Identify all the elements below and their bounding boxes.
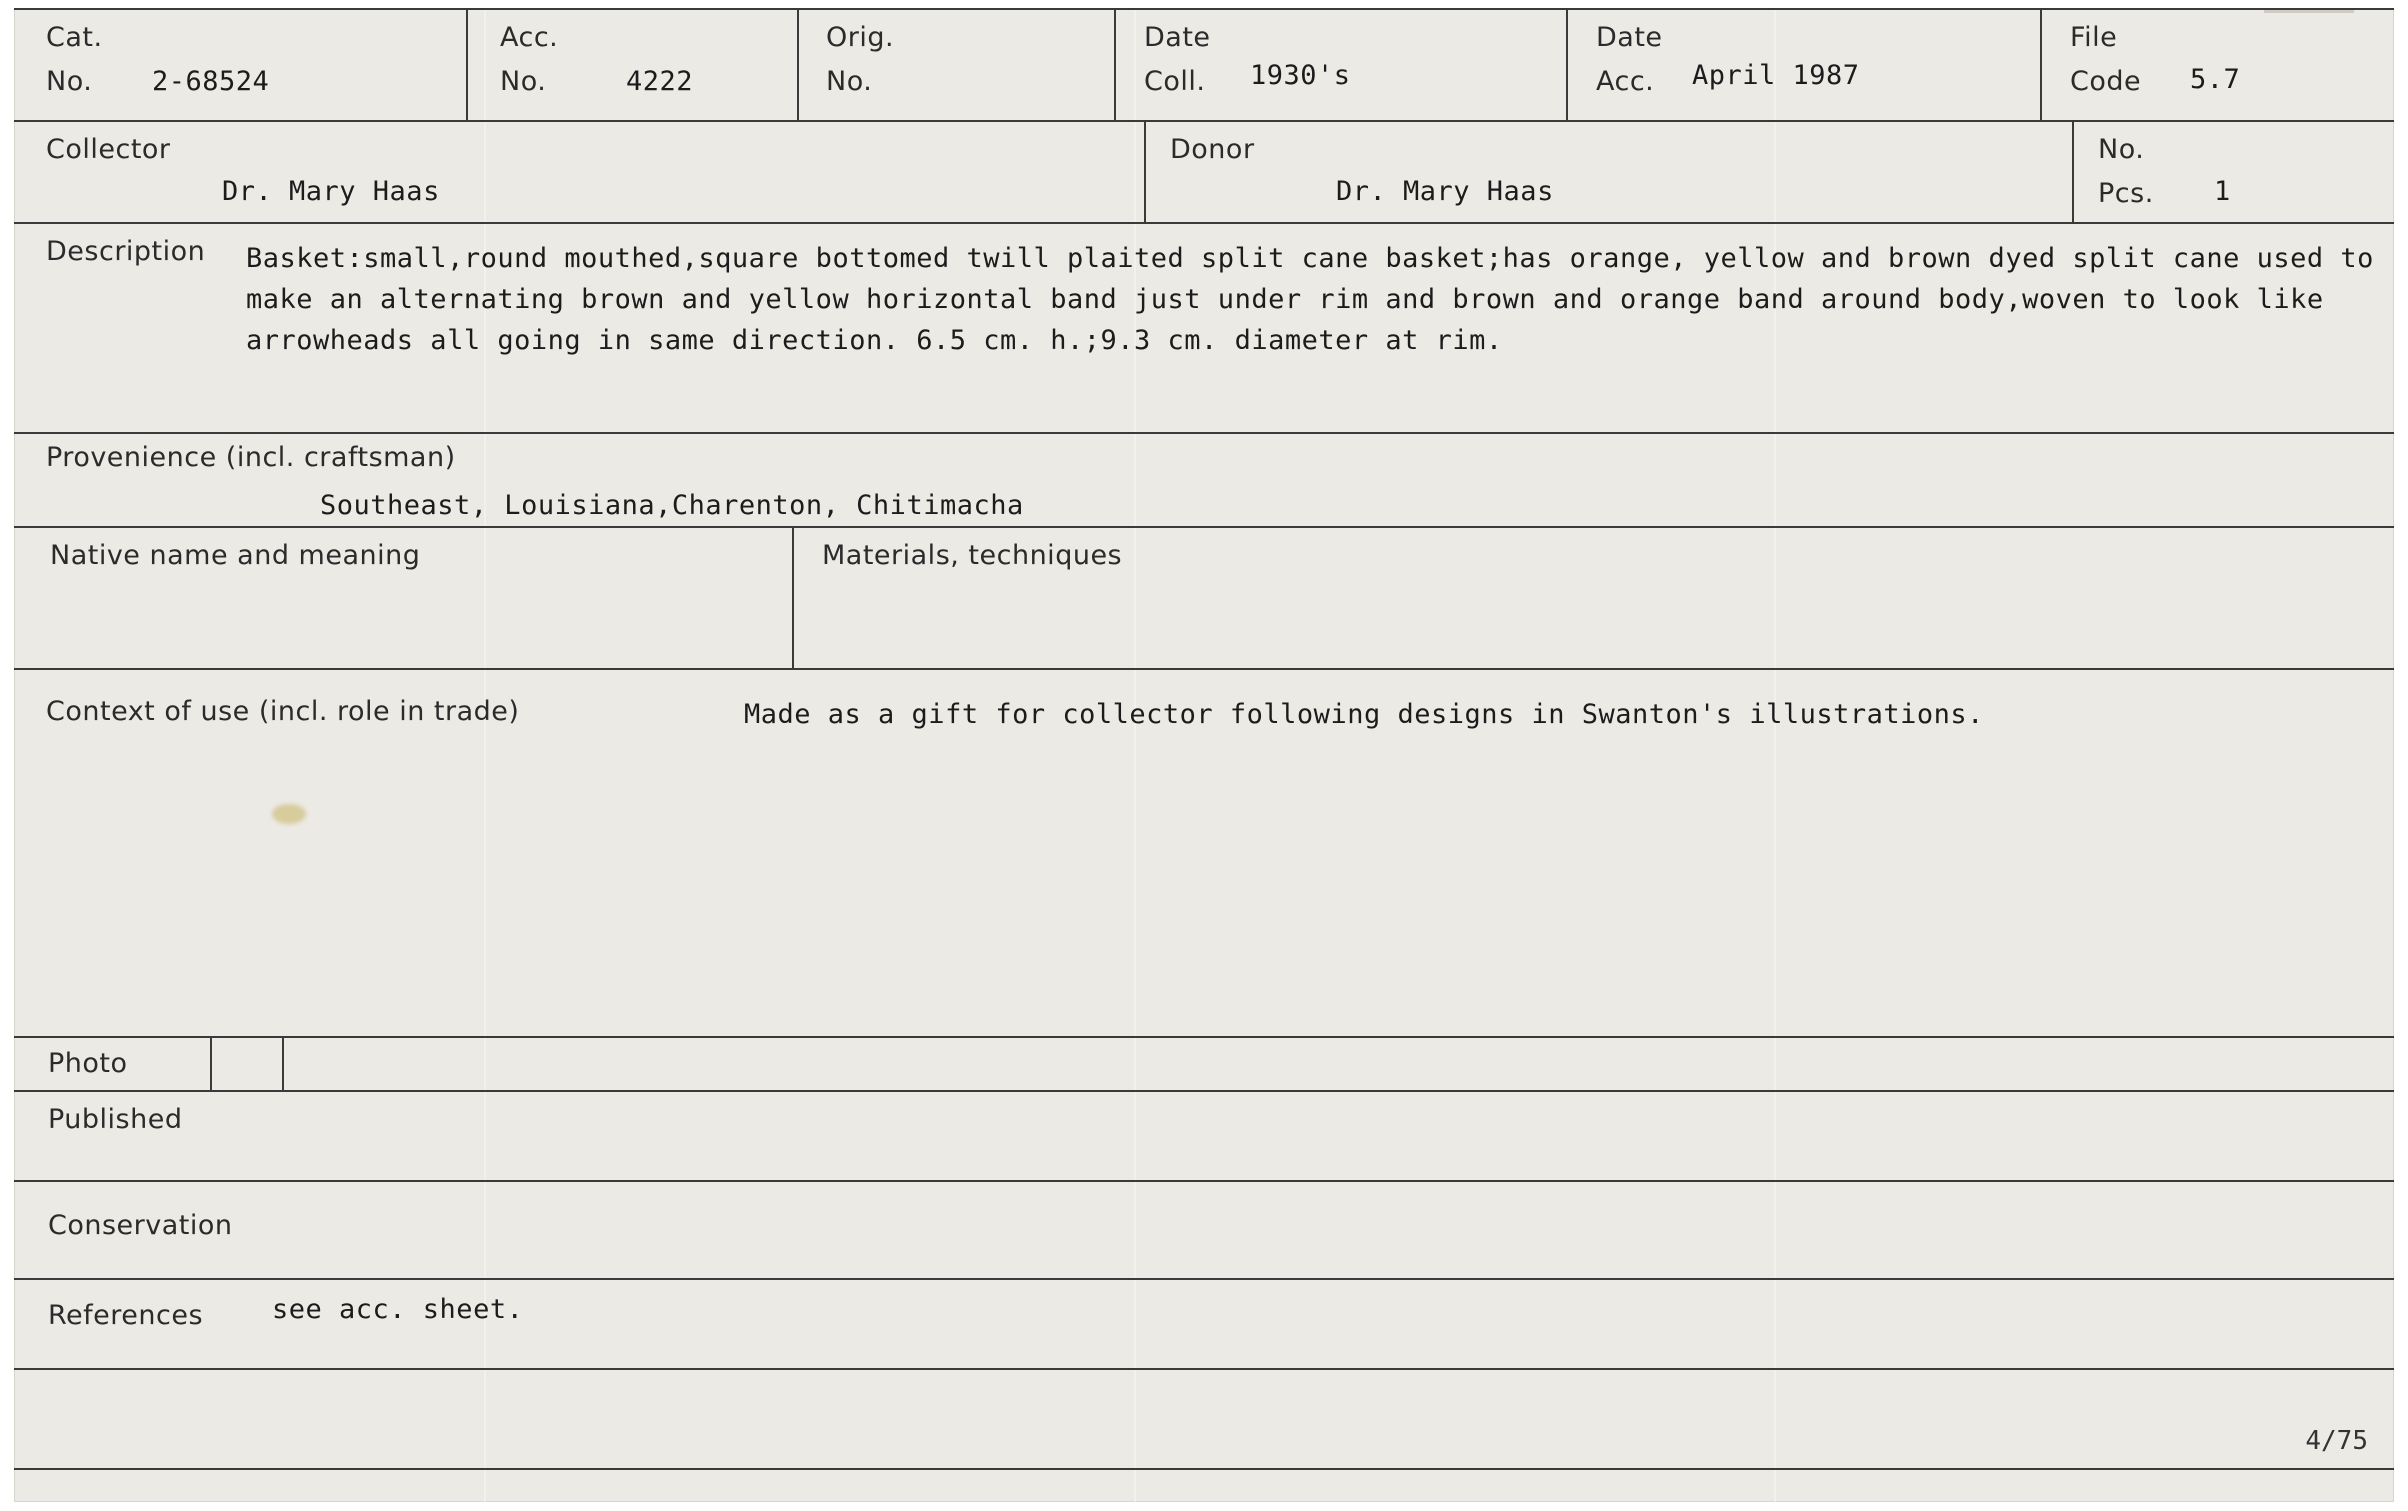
date-acc-label-line2: Acc.: [1596, 66, 1655, 97]
divider: [14, 1368, 2394, 1370]
divider: [282, 1036, 284, 1090]
divider: [14, 1180, 2394, 1182]
provenience-label: Provenience (incl. craftsman): [46, 442, 456, 473]
divider: [14, 120, 2394, 122]
donor-label: Donor: [1170, 134, 1255, 165]
references-value: see acc. sheet.: [272, 1294, 524, 1325]
divider: [14, 1090, 2394, 1092]
stain-mark: [272, 804, 306, 824]
context-of-use-value: Made as a gift for collector following designs in Swanton's illustrations.: [744, 699, 1984, 730]
date-acc-value: April 1987: [1692, 60, 1860, 91]
photo-label: Photo: [48, 1048, 128, 1079]
divider: [466, 8, 468, 120]
file-code-label-line1: File: [2070, 22, 2118, 53]
divider: [14, 432, 2394, 434]
divider: [797, 8, 799, 120]
date-acc-label-line1: Date: [1596, 22, 1663, 53]
pcs-label-line1: No.: [2098, 134, 2145, 165]
divider: [14, 1278, 2394, 1280]
orig-no-label-line1: Orig.: [826, 22, 895, 53]
date-coll-value: 1930's: [1250, 60, 1351, 91]
collector-label: Collector: [46, 134, 171, 165]
divider: [14, 1036, 2394, 1038]
provenience-value: Southeast, Louisiana,Charenton, Chitimacha: [320, 490, 1024, 521]
divider: [1114, 8, 1116, 120]
form-number: 4/75: [2305, 1426, 2368, 1456]
cat-no-label-line2: No.: [46, 66, 93, 97]
divider: [14, 8, 2394, 10]
materials-label: Materials, techniques: [822, 540, 1123, 571]
published-label: Published: [48, 1104, 183, 1135]
cat-no-label-line1: Cat.: [46, 22, 103, 53]
divider: [14, 668, 2394, 670]
file-code-value: 5.7: [2190, 64, 2241, 95]
divider: [14, 526, 2394, 528]
divider: [210, 1036, 212, 1090]
collector-value: Dr. Mary Haas: [222, 176, 440, 207]
acc-no-label-line2: No.: [500, 66, 547, 97]
acc-no-value: 4222: [626, 66, 694, 97]
pcs-label-line2: Pcs.: [2098, 178, 2154, 209]
pcs-value: 1: [2214, 176, 2231, 207]
orig-no-label-line2: No.: [826, 66, 873, 97]
file-code-label-line2: Code: [2070, 66, 2142, 97]
references-label: References: [48, 1300, 204, 1331]
acc-no-label-line1: Acc.: [500, 22, 559, 53]
divider: [1144, 120, 1146, 222]
divider: [1566, 8, 1568, 120]
divider: [2072, 120, 2074, 222]
context-of-use-label: Context of use (incl. role in trade): [46, 696, 520, 727]
divider: [792, 526, 794, 668]
description-value: Basket:small,round mouthed,square bottomed twill plaited split cane basket;has orange, yellow and brown dyed split cane used to make an alternating brown and yellow horizontal band just under rim and brown and orange band around body,woven to look like arrowheads all going in same direction. 6.5 cm. h.;9.3 cm. diameter at rim.: [246, 243, 2374, 356]
catalog-card: [14, 8, 2394, 1502]
divider: [2040, 8, 2042, 120]
date-coll-label-line1: Date: [1144, 22, 1211, 53]
cat-no-value: 2-68524: [152, 66, 270, 97]
donor-value: Dr. Mary Haas: [1336, 176, 1554, 207]
divider: [14, 222, 2394, 224]
native-name-label: Native name and meaning: [50, 540, 421, 571]
divider: [14, 1468, 2394, 1470]
description-label: Description: [46, 236, 206, 267]
conservation-label: Conservation: [48, 1210, 233, 1241]
date-coll-label-line2: Coll.: [1144, 66, 1206, 97]
